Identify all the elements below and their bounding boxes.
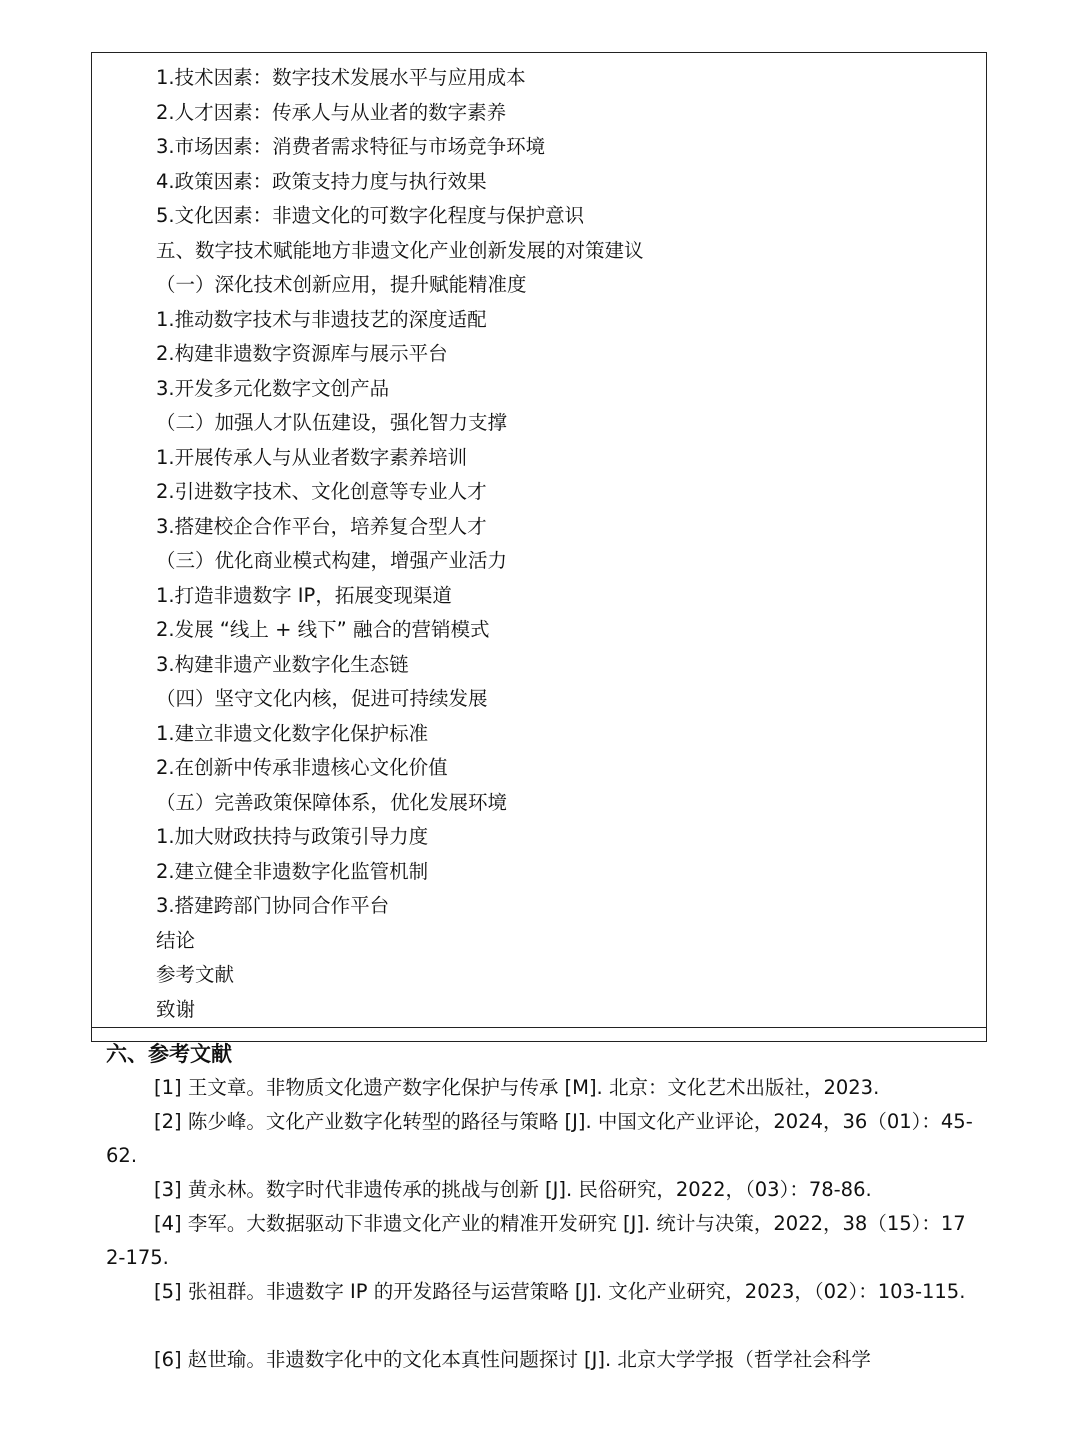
outline-acknowledgements: 致谢 — [156, 997, 196, 1021]
outline-item: 2.在创新中传承非遗核心文化价值 — [156, 756, 448, 779]
reference-item: [1] 王文章。非物质文化遗产数字化保护与传承 [M]. 北京：文化艺术出版社，2023. — [154, 1076, 880, 1099]
reference-item: [3] 黄永林。数字时代非遗传承的挑战与创新 [J]. 民俗研究，2022，（03）：78-86. — [154, 1178, 872, 1201]
outline-item: 2.建立健全非遗数字化监管机制 — [156, 859, 429, 883]
reference-item: [6] 赵世瑜。非遗数字化中的文化本真性问题探讨 [J]. 北京大学学报（哲学社会科学 — [154, 1348, 871, 1371]
outline-item: 2.构建非遗数字资源库与展示平台 — [156, 342, 448, 365]
outline-item: 2.发展 “线上 + 线下” 融合的营销模式 — [156, 618, 490, 641]
outline-item: 1.建立非遗文化数字化保护标准 — [156, 721, 429, 745]
outline-item: 3.搭建校企合作平台，培养复合型人才 — [156, 514, 487, 538]
outline-subheading: （二）加强人才队伍建设，强化智力支撑 — [156, 411, 508, 434]
outline-item: 5.文化因素：非遗文化的可数字化程度与保护意识 — [156, 204, 585, 227]
outline-item: 1.加大财政扶持与政策引导力度 — [156, 825, 429, 848]
outline-item: 2.人才因素：传承人与从业者的数字素养 — [156, 100, 507, 124]
outline-heading: 五、数字技术赋能地方非遗文化产业创新发展的对策建议 — [156, 238, 644, 262]
outline-item: 2.引进数字技术、文化创意等专业人才 — [156, 480, 487, 503]
outline-item: 3.开发多元化数字文创产品 — [156, 376, 390, 400]
outline-item: 1.开展传承人与从业者数字素养培训 — [156, 445, 468, 469]
outline-item: 4.政策因素：政策支持力度与执行效果 — [156, 169, 487, 193]
outline-conclusion: 结论 — [156, 928, 196, 952]
outline-item: 3.搭建跨部门协同合作平台 — [156, 894, 390, 917]
outline-item: 3.构建非遗产业数字化生态链 — [156, 652, 409, 676]
references-title: 六、参考文献 — [106, 1042, 232, 1066]
outline-subheading: （四）坚守文化内核，促进可持续发展 — [156, 687, 488, 710]
outline-references: 参考文献 — [156, 963, 235, 986]
document-table-frame — [91, 52, 987, 1371]
reference-item: [5] 张祖群。非遗数字 IP 的开发路径与运营策略 [J]. 文化产业研究，2023，（02）：103-115. — [154, 1280, 966, 1303]
outline-item: 3.市场因素：消费者需求特征与市场竞争环境 — [156, 135, 546, 158]
outline-item: 1.推动数字技术与非遗技艺的深度适配 — [156, 307, 487, 331]
outline-item: 1.技术因素：数字技术发展水平与应用成本 — [156, 66, 526, 89]
outline-item: 1.打造非遗数字 IP，拓展变现渠道 — [156, 583, 452, 607]
thesis-outline-section — [92, 61, 986, 1028]
outline-subheading: （五）完善政策保障体系，优化发展环境 — [156, 790, 508, 814]
reference-item: [4] 李军。大数据驱动下非遗文化产业的精准开发研究 [J]. 统计与决策，2022，38（15）：172-175. — [106, 1212, 966, 1269]
reference-item: [2] 陈少峰。文化产业数字化转型的路径与策略 [J]. 中国文化产业评论，2024，36（01）：45-62. — [106, 1110, 973, 1167]
outline-subheading: （三）优化商业模式构建，增强产业活力 — [156, 549, 508, 572]
outline-subheading: （一）深化技术创新应用，提升赋能精准度 — [156, 273, 527, 296]
